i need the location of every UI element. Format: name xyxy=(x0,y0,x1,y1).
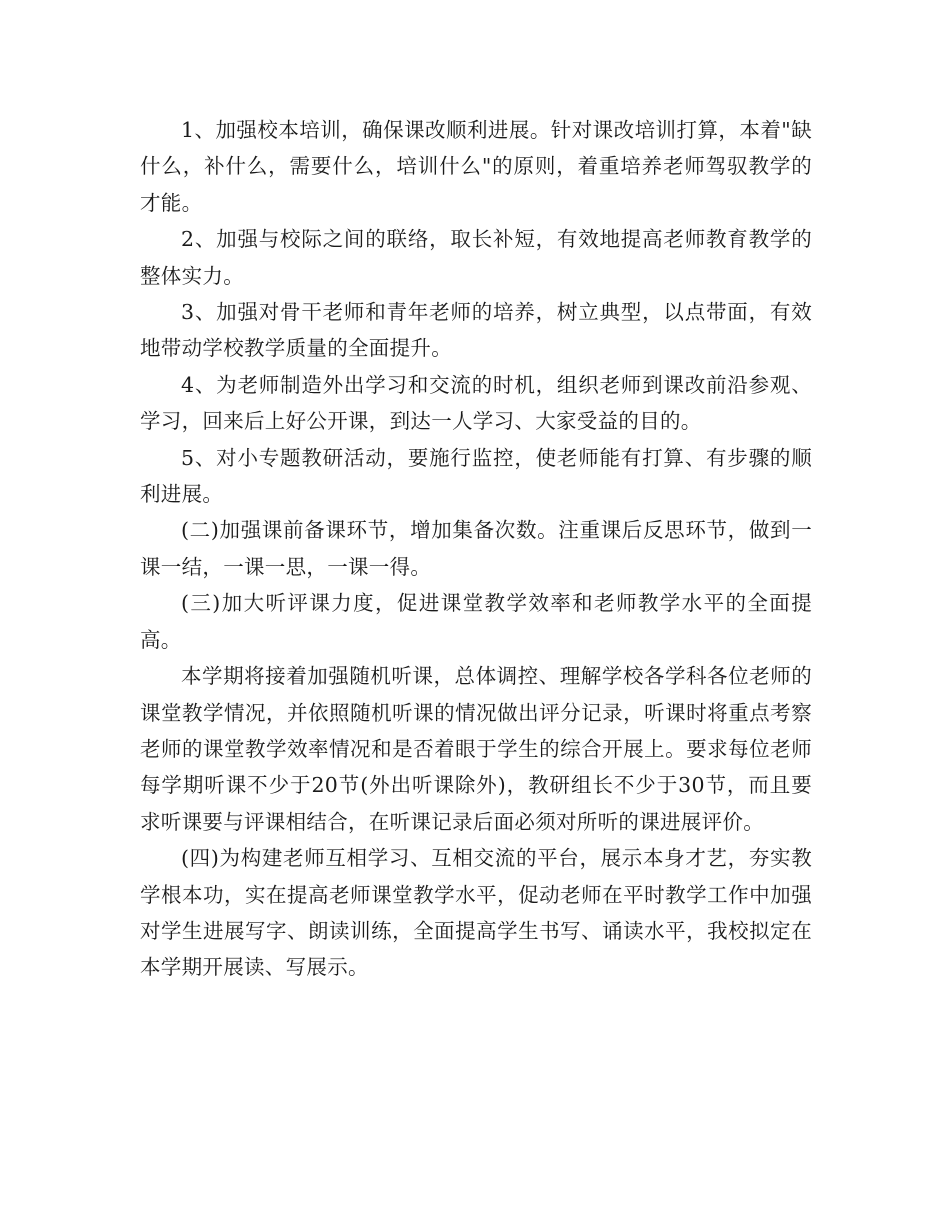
paragraph-1: 1、加强校本培训，确保课改顺利进展。针对课改培训打算，本着"缺什么，补什么，需要什么，培训什么"的原则，着重培养老师驾驭教学的才能。 xyxy=(140,118,812,215)
paragraph-4: 4、为老师制造外出学习和交流的时机，组织老师到课改前沿参观、学习，回来后上好公开课，到达一人学习、大家受益的目的。 xyxy=(140,372,812,434)
paragraph-6: (二)加强课前备课环节，增加集备次数。注重课后反思环节，做到一课一结，一课一思，一课一得。 xyxy=(140,518,812,579)
paragraph-8: 本学期将接着加强随机听课，总体调控、理解学校各学科各位老师的课堂教学情况，并依照随机听课的情况做出评分记录，听课时将重点考察老师的课堂教学效率情况和是否着眼于学生的综合开展上。要求每位老师每学期听课不少于20节(外出听课除外)，教研组长不少于30节，而且要求听课要与评课相结合，在听课记录后面必须对所听的课进展评价。 xyxy=(140,664,812,834)
paragraph-2: 2、加强与校际之间的联络，取长补短，有效地提高老师教育教学的整体实力。 xyxy=(140,227,812,288)
document-body xyxy=(140,112,812,986)
paragraph-7: (三)加大听评课力度，促进课堂教学效率和老师教学水平的全面提高。 xyxy=(140,591,812,652)
paragraph-3: 3、加强对骨干老师和青年老师的培养，树立典型，以点带面，有效地带动学校教学质量的全面提升。 xyxy=(140,300,812,361)
paragraph-5: 5、对小专题教研活动，要施行监控，使老师能有打算、有步骤的顺利进展。 xyxy=(140,445,812,507)
paragraph-9: (四)为构建老师互相学习、互相交流的平台，展示本身才艺，夯实教学根本功，实在提高老师课堂教学水平，促动老师在平时教学工作中加强对学生进展写字、朗读训练，全面提高学生书写、诵读水平，我校拟定在本学期开展读、写展示。 xyxy=(140,846,812,980)
